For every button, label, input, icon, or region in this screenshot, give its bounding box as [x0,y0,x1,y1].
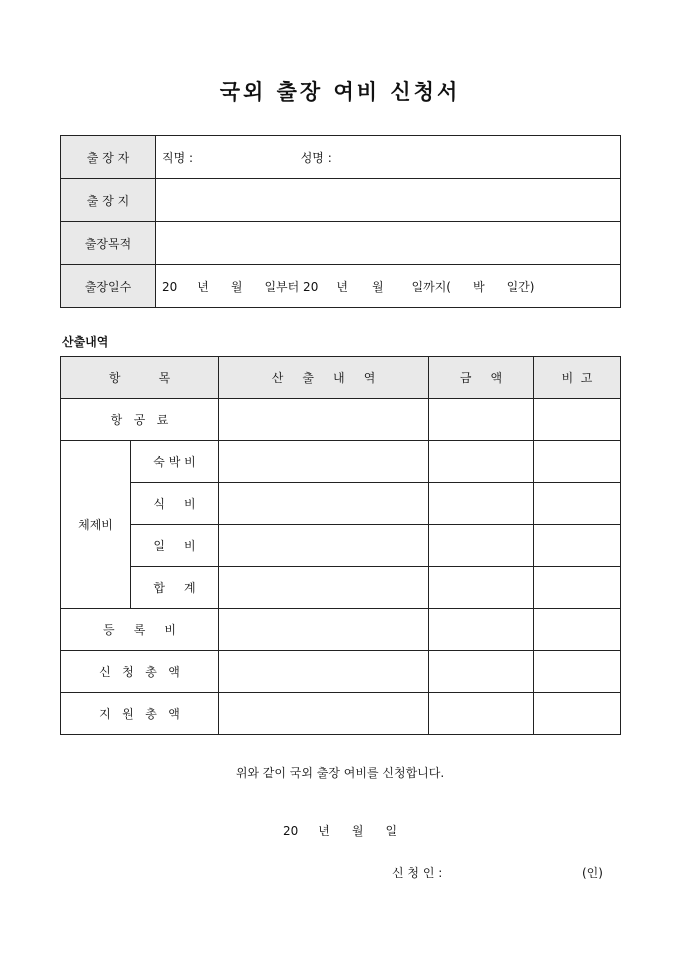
table-row [61,693,621,735]
registration-detail-cell[interactable] [219,609,429,651]
days-month-unit: 월 [230,279,243,294]
subtotal-detail-cell[interactable] [219,567,429,609]
name-label: 성명 : [300,150,332,165]
registration-amount-cell[interactable] [429,609,534,651]
applicant-label: 신 청 인 : [392,866,443,880]
header-remarks: 비 고 [534,357,621,399]
purpose-field[interactable] [156,222,621,265]
cost-breakdown-table [60,356,621,735]
days-field[interactable] [156,265,621,308]
days-total-text: 일간) [506,279,535,294]
daily-label: 일 비 [131,525,219,567]
application-date [0,822,680,839]
meals-label: 식 비 [131,483,219,525]
destination-label: 출 장 지 [61,179,156,222]
days-year-unit: 년 [197,279,209,294]
position-label: 직명 : [162,150,194,165]
header-detail: 산 출 내 역 [219,357,429,399]
requested-total-label: 신 청 총 액 [61,651,219,693]
cost-section-label: 산출내역 [62,335,109,349]
table-row [61,651,621,693]
days-label: 출장일수 [61,265,156,308]
date-year-prefix: 20 [282,824,299,838]
airfare-remarks-cell[interactable] [534,399,621,441]
lodging-label: 숙 박 비 [131,441,219,483]
meals-amount-cell[interactable] [429,483,534,525]
airfare-label: 항 공 료 [61,399,219,441]
table-row [61,136,621,179]
date-month-unit: 월 [351,824,364,838]
days-start-text: 일부터 20 [264,279,319,294]
airfare-amount-cell[interactable] [429,399,534,441]
table-row [61,609,621,651]
supported-total-detail-cell[interactable] [219,693,429,735]
table-row [61,179,621,222]
subtotal-amount-cell[interactable] [429,567,534,609]
table-row [61,567,621,609]
header-item: 항 목 [61,357,219,399]
traveler-label: 출 장 자 [61,136,156,179]
requested-total-detail-cell[interactable] [219,651,429,693]
table-row [61,222,621,265]
days-nights-unit: 박 [473,279,485,294]
lodging-remarks-cell[interactable] [534,441,621,483]
header-amount: 금 액 [429,357,534,399]
table-header-row [61,357,621,399]
application-statement: 위와 같이 국외 출장 여비를 신청합니다. [235,766,445,780]
table-row [61,265,621,308]
table-row [61,441,621,483]
subtotal-remarks-cell[interactable] [534,567,621,609]
stay-group-label: 체제비 [61,441,131,609]
supported-total-label: 지 원 총 액 [61,693,219,735]
daily-amount-cell[interactable] [429,525,534,567]
page-title: 국외 출장 여비 신청서 [219,79,461,104]
days-year-prefix: 20 [162,279,178,294]
registration-remarks-cell[interactable] [534,609,621,651]
daily-remarks-cell[interactable] [534,525,621,567]
daily-detail-cell[interactable] [219,525,429,567]
purpose-label: 출장목적 [61,222,156,265]
traveler-field[interactable] [156,136,621,179]
meals-remarks-cell[interactable] [534,483,621,525]
requested-total-remarks-cell[interactable] [534,651,621,693]
meals-detail-cell[interactable] [219,483,429,525]
airfare-detail-cell[interactable] [219,399,429,441]
table-row [61,525,621,567]
days-end-text: 일까지( [411,279,451,294]
lodging-detail-cell[interactable] [219,441,429,483]
supported-total-remarks-cell[interactable] [534,693,621,735]
table-row [61,399,621,441]
table-row [61,483,621,525]
traveler-info-table [60,135,621,308]
date-year-unit: 년 [318,824,330,838]
supported-total-amount-cell[interactable] [429,693,534,735]
requested-total-amount-cell[interactable] [429,651,534,693]
subtotal-label: 합 계 [131,567,219,609]
seal-label: (인) [582,866,603,880]
destination-field[interactable] [156,179,621,222]
days-end-year-unit: 년 [336,279,348,294]
days-end-month-unit: 월 [371,279,384,294]
lodging-amount-cell[interactable] [429,441,534,483]
date-day-unit: 일 [385,824,398,838]
registration-label: 등 록 비 [61,609,219,651]
